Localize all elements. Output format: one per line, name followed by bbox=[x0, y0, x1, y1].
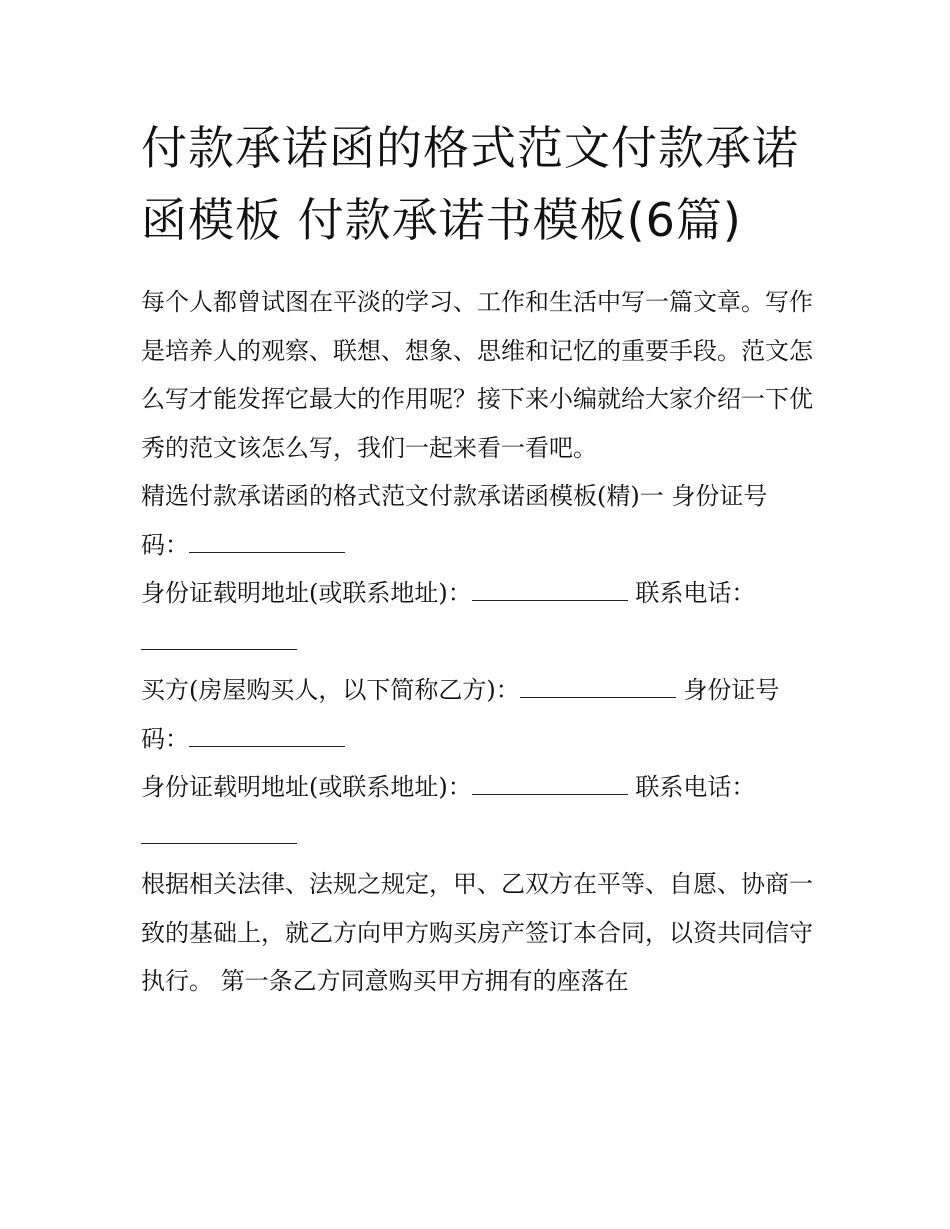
phone-label-1: 联系电话： bbox=[635, 579, 756, 607]
id-number-label-1: 精选付款承诺函的格式范文付款承诺函模板(精)一 身份证号码： bbox=[141, 482, 768, 559]
document-body bbox=[141, 278, 813, 1006]
address-label-2: 身份证载明地址(或联系地址)： bbox=[141, 773, 472, 801]
document-page bbox=[141, 112, 813, 1006]
id-number-label-2: 身份证号码： bbox=[141, 676, 780, 753]
phone-label-2: 联系电话： bbox=[635, 773, 756, 801]
buyer-blank[interactable] bbox=[520, 677, 676, 698]
address-line-1 bbox=[141, 569, 813, 666]
phone-blank-1[interactable] bbox=[141, 629, 297, 650]
phone-blank-2[interactable] bbox=[141, 823, 297, 844]
document-title: 付款承诺函的格式范文付款承诺函模板 付款承诺书模板(6篇) bbox=[141, 121, 799, 247]
id-number-line-1 bbox=[141, 472, 813, 569]
contract-paragraph: 根据相关法律、法规之规定，甲、乙双方在平等、自愿、协商一致的基础上，就乙方向甲方购买房产签订本合同，以资共同信守执行。 第一条乙方同意购买甲方拥有的座落在 bbox=[141, 870, 813, 995]
address-label-1: 身份证载明地址(或联系地址)： bbox=[141, 579, 472, 607]
buyer-line bbox=[141, 666, 813, 763]
intro-paragraph: 每个人都曾试图在平淡的学习、工作和生活中写一篇文章。写作是培养人的观察、联想、想象、思维和记忆的重要手段。范文怎么写才能发挥它最大的作用呢？接下来小编就给大家介绍一下优秀的范文该怎么写，我们一起来看一看吧。 bbox=[141, 288, 813, 462]
id-number-blank-1[interactable] bbox=[189, 532, 345, 553]
address-blank-2[interactable] bbox=[472, 774, 628, 795]
id-number-blank-2[interactable] bbox=[189, 726, 345, 747]
buyer-label: 买方(房屋购买人，以下简称乙方)： bbox=[141, 676, 520, 704]
address-blank-1[interactable] bbox=[472, 580, 628, 601]
address-line-2 bbox=[141, 763, 813, 860]
